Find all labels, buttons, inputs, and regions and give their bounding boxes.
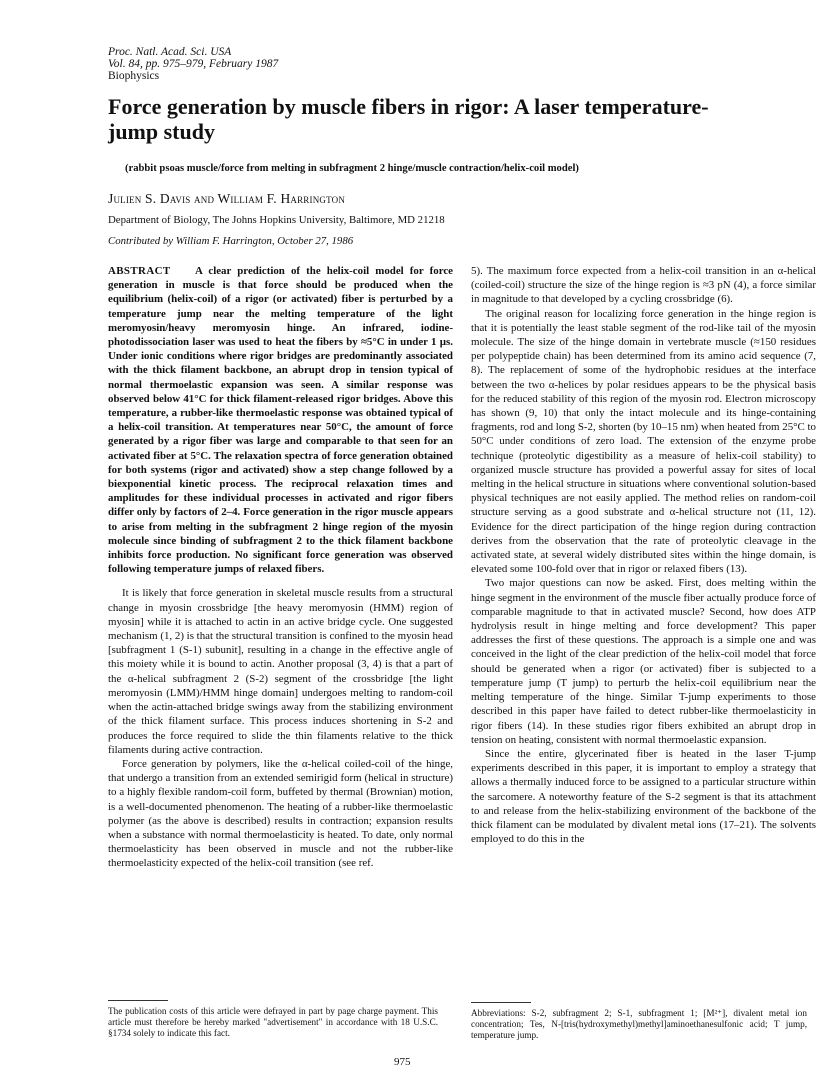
abstract-heading: ABSTRACT bbox=[108, 265, 171, 277]
body-paragraph: Since the entire, glycerinated fiber is heated in the laser T-jump experiments described in this paper, it is important to employ a strategy that allows a thermally induced force to be assigned to a particular structure within the sarcomere. A noteworthy feature of the S-2 segment is that its attachment to and release from the helix-stabilizing environment of the backbone of the thick filament can be modulated by divalent metal ions (17–21). The solvents employed to do this in the bbox=[471, 747, 816, 846]
left-column bbox=[108, 264, 453, 871]
affiliation: Department of Biology, The Johns Hopkins University, Baltimore, MD 21218 bbox=[108, 214, 445, 226]
body-paragraph: The original reason for localizing force generation in the hinge region is that it is potentially the least stable segment of the rod-like tail of the myosin molecule. The size of the hinge domain in vertebrate muscle (≈150 residues per polypeptide chain) has been determined from its amino acid sequence (7, 8). The replacement of some of the hydrophobic residues at the interface between the two α-helices by polar residues appears to be the physical basis for the reduced stability of this region of the myosin rod. Electron microscopy has shown (9, 10) that only the intact molecule and its hinge-containing fragments, rod and long S-2, shorten (by 10–15 nm) when heated from 25°C to 50°C under conditions of zero load. The extension of the enzyme probe technique (proteolytic digestibility as a measure of helix-coil stability) to organized muscle structure has provided a powerful assay for sites of local melting in the helical structure in situations where conventional solution-based physical techniques are not easily applied. The method relies on random-coil structure serving as a good substrate and α-helical structure not (11, 12). Evidence for the direct participation of the hinge region during contraction derives from the observation that the rate of proteolytic cleavage in the activated state, at several widely distributed sites within the hinge domain, is elevated some 100-fold over that in rigor or relaxed fibers (13). bbox=[471, 307, 816, 576]
article-title: Force generation by muscle fibers in rigor: A laser temperature-jump study bbox=[108, 94, 709, 144]
footnote-divider bbox=[108, 1000, 168, 1001]
journal-header bbox=[108, 46, 278, 82]
publication-footnote: The publication costs of this article were defrayed in part by page charge payment. This article must therefore be hereby marked "advertisement" in accordance with 18 U.S.C. §1734 solely to indicate this fact. bbox=[108, 1006, 438, 1038]
journal-section: Biophysics bbox=[108, 70, 160, 82]
journal-name: Proc. Natl. Acad. Sci. USA bbox=[108, 46, 232, 58]
body-paragraph: 5). The maximum force expected from a helix-coil transition in an α-helical (coiled-coil) structure the size of the hinge region is ≈3 pN (4), a force similar in magnitude to that developed by a cycling crossbridge (6). bbox=[471, 265, 816, 306]
body-paragraph: Force generation by polymers, like the α-helical coiled-coil of the hinge, that undergo a transition from an extended semirigid form (helical in structure) to a highly flexible random-coil form, buffeted by thermal (Brownian) motion, is a well-documented phenomenon. The heating of a rubber-like thermoelastic polymer (as the above is described) results in contraction; expansion results when a substance with normal thermoelasticity is heated. To date, only normal thermoelasticity has been observed in muscle and not the rubber-like thermoelasticity expected of the helix-coil transition (see ref. bbox=[108, 757, 453, 870]
body-paragraph: It is likely that force generation in skeletal muscle results from a structural change in myosin crossbridge [the heavy meromyosin (HMM) region of myosin] while it is attached to actin in an active bridge cycle. One suggested mechanism (1, 2) is that the structural transition is confined to the myosin head [subfragment 1 (S-1) subunit], resulting in a change in the effective angle of this moiety while it is bound to actin. Another proposal (3, 4) is that a part of the α-helical subfragment 2 (S-2) segment of the crossbridge [the light meromyosin (LMM)/HMM hinge domain] undergoes melting to random-coil when the actin-attached bridge swings away from the stabilizing environment of the thick filament surface. This process induces shortening in S-2 and produces the force required to slide the thin filaments relative to the thick filaments during active contraction. bbox=[108, 587, 453, 756]
contributed-by: Contributed by William F. Harrington, October 27, 1986 bbox=[108, 235, 354, 247]
abbreviations-footnote: Abbreviations: S-2, subfragment 2; S-1, subfragment 1; [M²⁺], divalent metal ion concentration; Tes, N-[tris(hydroxymethyl)methyl]aminoethanesulfonic acid; T jump, temperature jump. bbox=[471, 1008, 807, 1040]
authors: Julien S. Davis and William F. Harrington bbox=[108, 191, 346, 206]
body-paragraph: Two major questions can now be asked. First, does melting within the hinge segment in the environment of the muscle fiber actually produce force of comparable magnitude to that in activated muscle? Second, how does ATP hydrolysis result in hinge melting and force development? This paper addresses the first of these questions. The approach is a simple one and was conceived in the light of the clear prediction of the helix-coil model that force should be generated when a rigor (or activated) fiber is subjected to a temperature jump (T jump) to perturb the helix-coil equilibrium near the melting temperature of the hinge. Similar T-jump experiments to those described in this paper have failed to detect rubber-like thermoelasticity in rigor fibers (14). In these studies rigor fibers exhibited an abrupt drop in tension on heating, consistent with normal thermoelastic expansion. bbox=[471, 577, 816, 746]
abbreviations-divider bbox=[471, 1002, 531, 1003]
right-column bbox=[471, 264, 816, 846]
page-number: 975 bbox=[394, 1056, 411, 1068]
abstract bbox=[108, 264, 453, 576]
journal-volume: Vol. 84, pp. 975–979, February 1987 bbox=[108, 58, 279, 70]
keywords: (rabbit psoas muscle/force from melting in subfragment 2 hinge/muscle contraction/helix-coil model) bbox=[125, 163, 579, 174]
abstract-text: A clear prediction of the helix-coil model for force generation in muscle is that force should be produced when the equilibrium (helix-coil) of a rigor (or activated) fiber is perturbed by a temperature jump near the melting temperature of the light meromyosin/heavy meromyosin hinge. An infrared, iodine-photodissociation laser was used to heat the fibers by ≈5°C in under 1 µs. Under ionic conditions where rigor bridges are predominantly associated with the thick filament backbone, an abrupt drop in tension typical of normal thermoelastic expansion was seen. A similar response was observed below 41°C for thick filament-released rigor bridges. Above this temperature, a rubber-like thermoelastic response was obtained typical of a helix-coil transition. At temperatures near 50°C, the amount of force generated by a rigor fiber was large and comparable to that seen for an activated fiber at 5°C. The relaxation spectra of force generation obtained for both systems (rigor and activated) show a step change followed by a biexponential kinetic process. The reciprocal relaxation times and amplitudes for these individual processes in activated and rigor fibers differ only by factors of 2–4. Force generation in the rigor muscle appears to arise from melting in the subfragment 2 hinge region of the myosin molecule since binding of subfragment 2 to the thick filament backbone inhibits force production. No significant force generation was observed following temperature jumps of relaxed fibers. bbox=[108, 265, 454, 576]
